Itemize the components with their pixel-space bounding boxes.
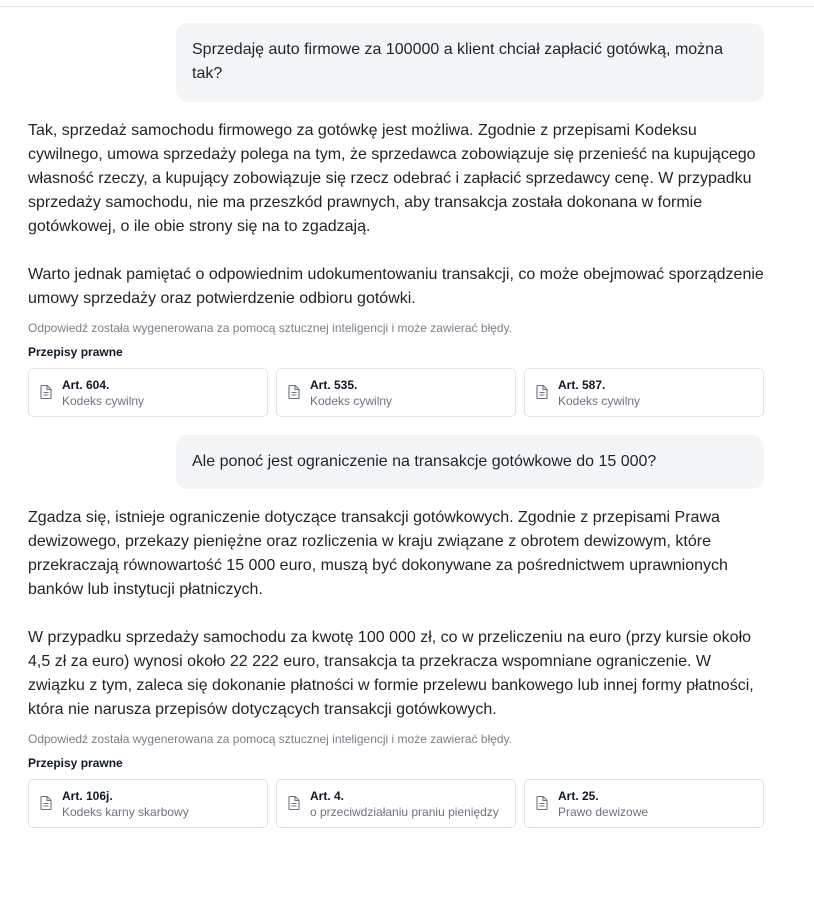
legal-reference-card[interactable] [276, 368, 516, 417]
reference-source: Prawo dewizowe [558, 804, 649, 819]
legal-references-list [28, 368, 764, 417]
ai-disclaimer: Odpowiedź została wygenerowana za pomocą sztucznej inteligencji i może zawierać błędy. [28, 732, 513, 746]
legal-references-title: Przepisy prawne [28, 756, 123, 770]
reference-article: Art. 604. [62, 377, 110, 392]
document-icon [287, 384, 301, 400]
reference-source: Kodeks cywilny [558, 393, 641, 408]
document-icon [535, 384, 549, 400]
legal-reference-card[interactable] [276, 779, 516, 828]
user-message-row [28, 23, 764, 102]
reference-article: Art. 106j. [62, 788, 113, 803]
reference-source: o przeciwdziałaniu praniu pieniędzy [310, 804, 499, 819]
assistant-answer [28, 506, 764, 722]
answer-paragraph: Tak, sprzedaż samochodu firmowego za gotówkę jest możliwa. Zgodnie z przepisami Kodeksu cywilnego, umowa sprzedaży polega na tym, że sprzedawca zobowiązuje się przenieść na kupującego własność rzeczy, a kupujący zobowiązuje się rzecz odebrać i zapłacić sprzedawcy cenę. W przypadku sprzedaży samochodu, nie ma przeszkód prawnych, aby transakcja została dokonana w formie gotówkowej, o ile obie strony się na to zgadzają. [28, 122, 756, 235]
document-icon [287, 795, 301, 811]
legal-reference-card[interactable] [524, 368, 764, 417]
chat-thread [28, 23, 764, 828]
user-message: Sprzedaję auto firmowe za 100000 a klient chciał zapłacić gotówką, można tak? [176, 23, 764, 102]
answer-paragraph: Warto jednak pamiętać o odpowiednim udokumentowaniu transakcji, co może obejmować sporządzenie umowy sprzedaży oraz potwierdzenie odbioru gotówki. [28, 266, 764, 307]
assistant-answer [28, 119, 764, 311]
reference-article: Art. 4. [310, 788, 345, 803]
answer-paragraph: Zgadza się, istnieje ograniczenie dotyczące transakcji gotówkowych. Zgodnie z przepisami Prawa dewizowego, przekazy pieniężne oraz rozliczenia w kraju związane z obrotem dewizowym, które przekraczają równowartość 15 000 euro, muszą być dokonywane za pośrednictwem uprawnionych banków lub instytucji płatniczych. [28, 509, 728, 598]
reference-source: Kodeks cywilny [310, 393, 393, 408]
reference-source: Kodeks karny skarbowy [62, 804, 189, 819]
document-icon [39, 384, 53, 400]
user-message: Ale ponoć jest ograniczenie na transakcje gotówkowe do 15 000? [176, 435, 764, 489]
reference-article: Art. 587. [558, 377, 606, 392]
legal-references-list [28, 779, 764, 828]
legal-reference-card[interactable] [524, 779, 764, 828]
legal-reference-card[interactable] [28, 368, 268, 417]
reference-article: Art. 25. [558, 788, 599, 803]
legal-reference-card[interactable] [28, 779, 268, 828]
legal-references-title: Przepisy prawne [28, 345, 123, 359]
reference-article: Art. 535. [310, 377, 358, 392]
top-divider [0, 6, 814, 7]
answer-paragraph: W przypadku sprzedaży samochodu za kwotę 100 000 zł, co w przeliczeniu na euro (przy kursie około 4,5 zł za euro) wynosi około 22 222 euro, transakcja ta przekracza wspomniane ograniczenie. W związku z tym, zaleca się dokonanie płatności w formie przelewu bankowego lub innej formy płatności, która nie narusza przepisów dotyczących transakcji gotówkowych. [28, 629, 754, 718]
document-icon [39, 795, 53, 811]
ai-disclaimer: Odpowiedź została wygenerowana za pomocą sztucznej inteligencji i może zawierać błędy. [28, 321, 513, 335]
reference-source: Kodeks cywilny [62, 393, 145, 408]
user-message-row [28, 435, 764, 489]
document-icon [535, 795, 549, 811]
